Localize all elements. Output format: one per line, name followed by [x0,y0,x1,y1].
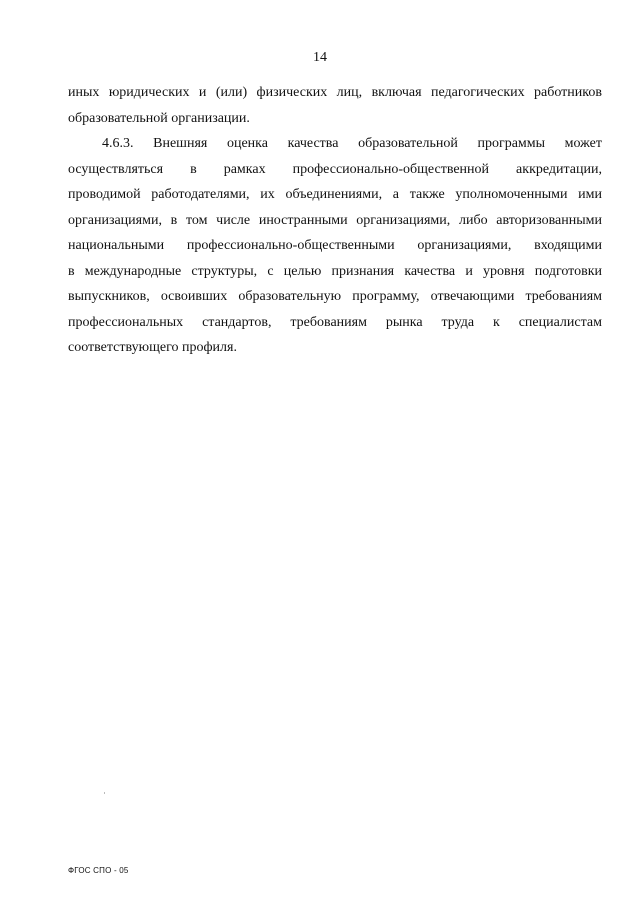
paragraph-4-6-3 [68,131,602,361]
footer-label: ФГОС СПО - 05 [68,866,129,875]
scan-artifact [104,792,105,794]
text-line: выпускников, освоивших образовательную программу, отвечающими требованиям [68,289,602,304]
text-line: национальными профессионально-общественными организациями, входящими [68,238,602,253]
text-line: профессиональных стандартов, требованиям рынка труда к специалистам [68,314,602,330]
text-line: организациями, в том числе иностранными организациями, либо авторизованными [68,212,602,228]
page-number: 14 [313,50,327,65]
text-line: иных юридических и (или) физических лиц, включая педагогических работников [68,85,602,100]
text-line: осуществляться в рамках профессионально-общественной аккредитации, [68,161,602,177]
paragraph-continuation [68,80,602,131]
text-line: в международные структуры, с целью признания качества и уровня подготовки [68,263,602,279]
text-line: соответствующего профиля. [68,340,237,355]
text-line: проводимой работодателями, их объединениями, а также уполномоченными ими [68,187,602,202]
text-line: 4.6.3. Внешняя оценка качества образовательной программы может [102,136,602,151]
text-line: образовательной организации. [68,110,250,126]
